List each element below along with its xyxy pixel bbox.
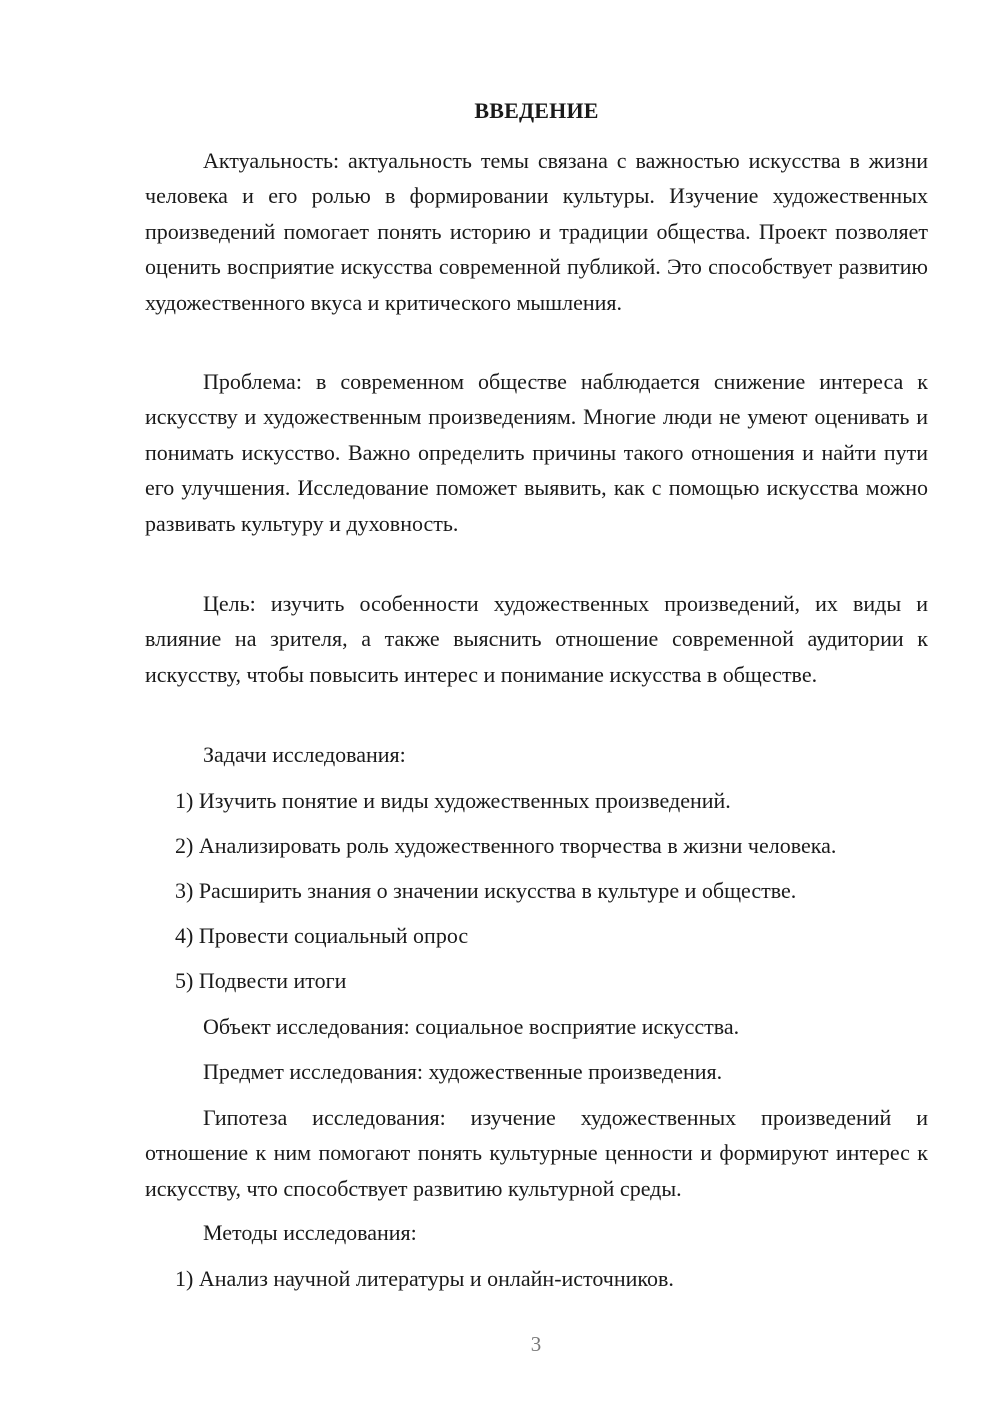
task-item-3: 3) Расширить знания о значении искусства в культуре и обществе. [175, 878, 797, 903]
task-item-5: 5) Подвести итоги [175, 968, 347, 993]
page-number: 3 [530, 1332, 542, 1356]
task-item-4: 4) Провести социальный опрос [175, 923, 469, 948]
tasks-heading: Задачи исследования: [203, 742, 406, 767]
hypothesis-paragraph: Гипотеза исследования: изучение художественных произведений и отношение к ним помогают понять культурные ценности и формируют интерес к искусству, что способствует развитию культурной среды. [145, 1105, 928, 1201]
task-item-2: 2) Анализировать роль художественного творчества в жизни человека. [175, 833, 837, 858]
research-object: Объект исследования: социальное восприятие искусства. [203, 1014, 740, 1039]
task-item-1: 1) Изучить понятие и виды художественных произведений. [175, 788, 731, 813]
method-item-1: 1) Анализ научной литературы и онлайн-источников. [175, 1266, 674, 1291]
problem-paragraph: Проблема: в современном обществе наблюдается снижение интереса к искусству и художественным произведениям. Многие люди не умеют оценивать и понимать искусство. Важно определить причины такого отношения и найти пути его улучшения. Исследование поможет выявить, как с помощью искусства можно развивать культуру и духовность. [145, 369, 928, 536]
methods-heading: Методы исследования: [203, 1220, 417, 1245]
relevance-paragraph: Актуальность: актуальность темы связана с важностью искусства в жизни человека и его ролью в формировании культуры. Изучение художественных произведений помогает понять историю и традиции общества. Проект позволяет оценить восприятие искусства современной публикой. Это способствует развитию художественного вкуса и критического мышления. [145, 148, 928, 315]
research-subject: Предмет исследования: художественные произведения. [203, 1059, 723, 1084]
goal-paragraph: Цель: изучить особенности художественных произведений, их виды и влияние на зрителя, а также выяснить отношение современной аудитории к искусству, чтобы повысить интерес и понимание искусства в обществе. [145, 591, 928, 687]
section-title: ВВЕДЕНИЕ [474, 98, 599, 123]
